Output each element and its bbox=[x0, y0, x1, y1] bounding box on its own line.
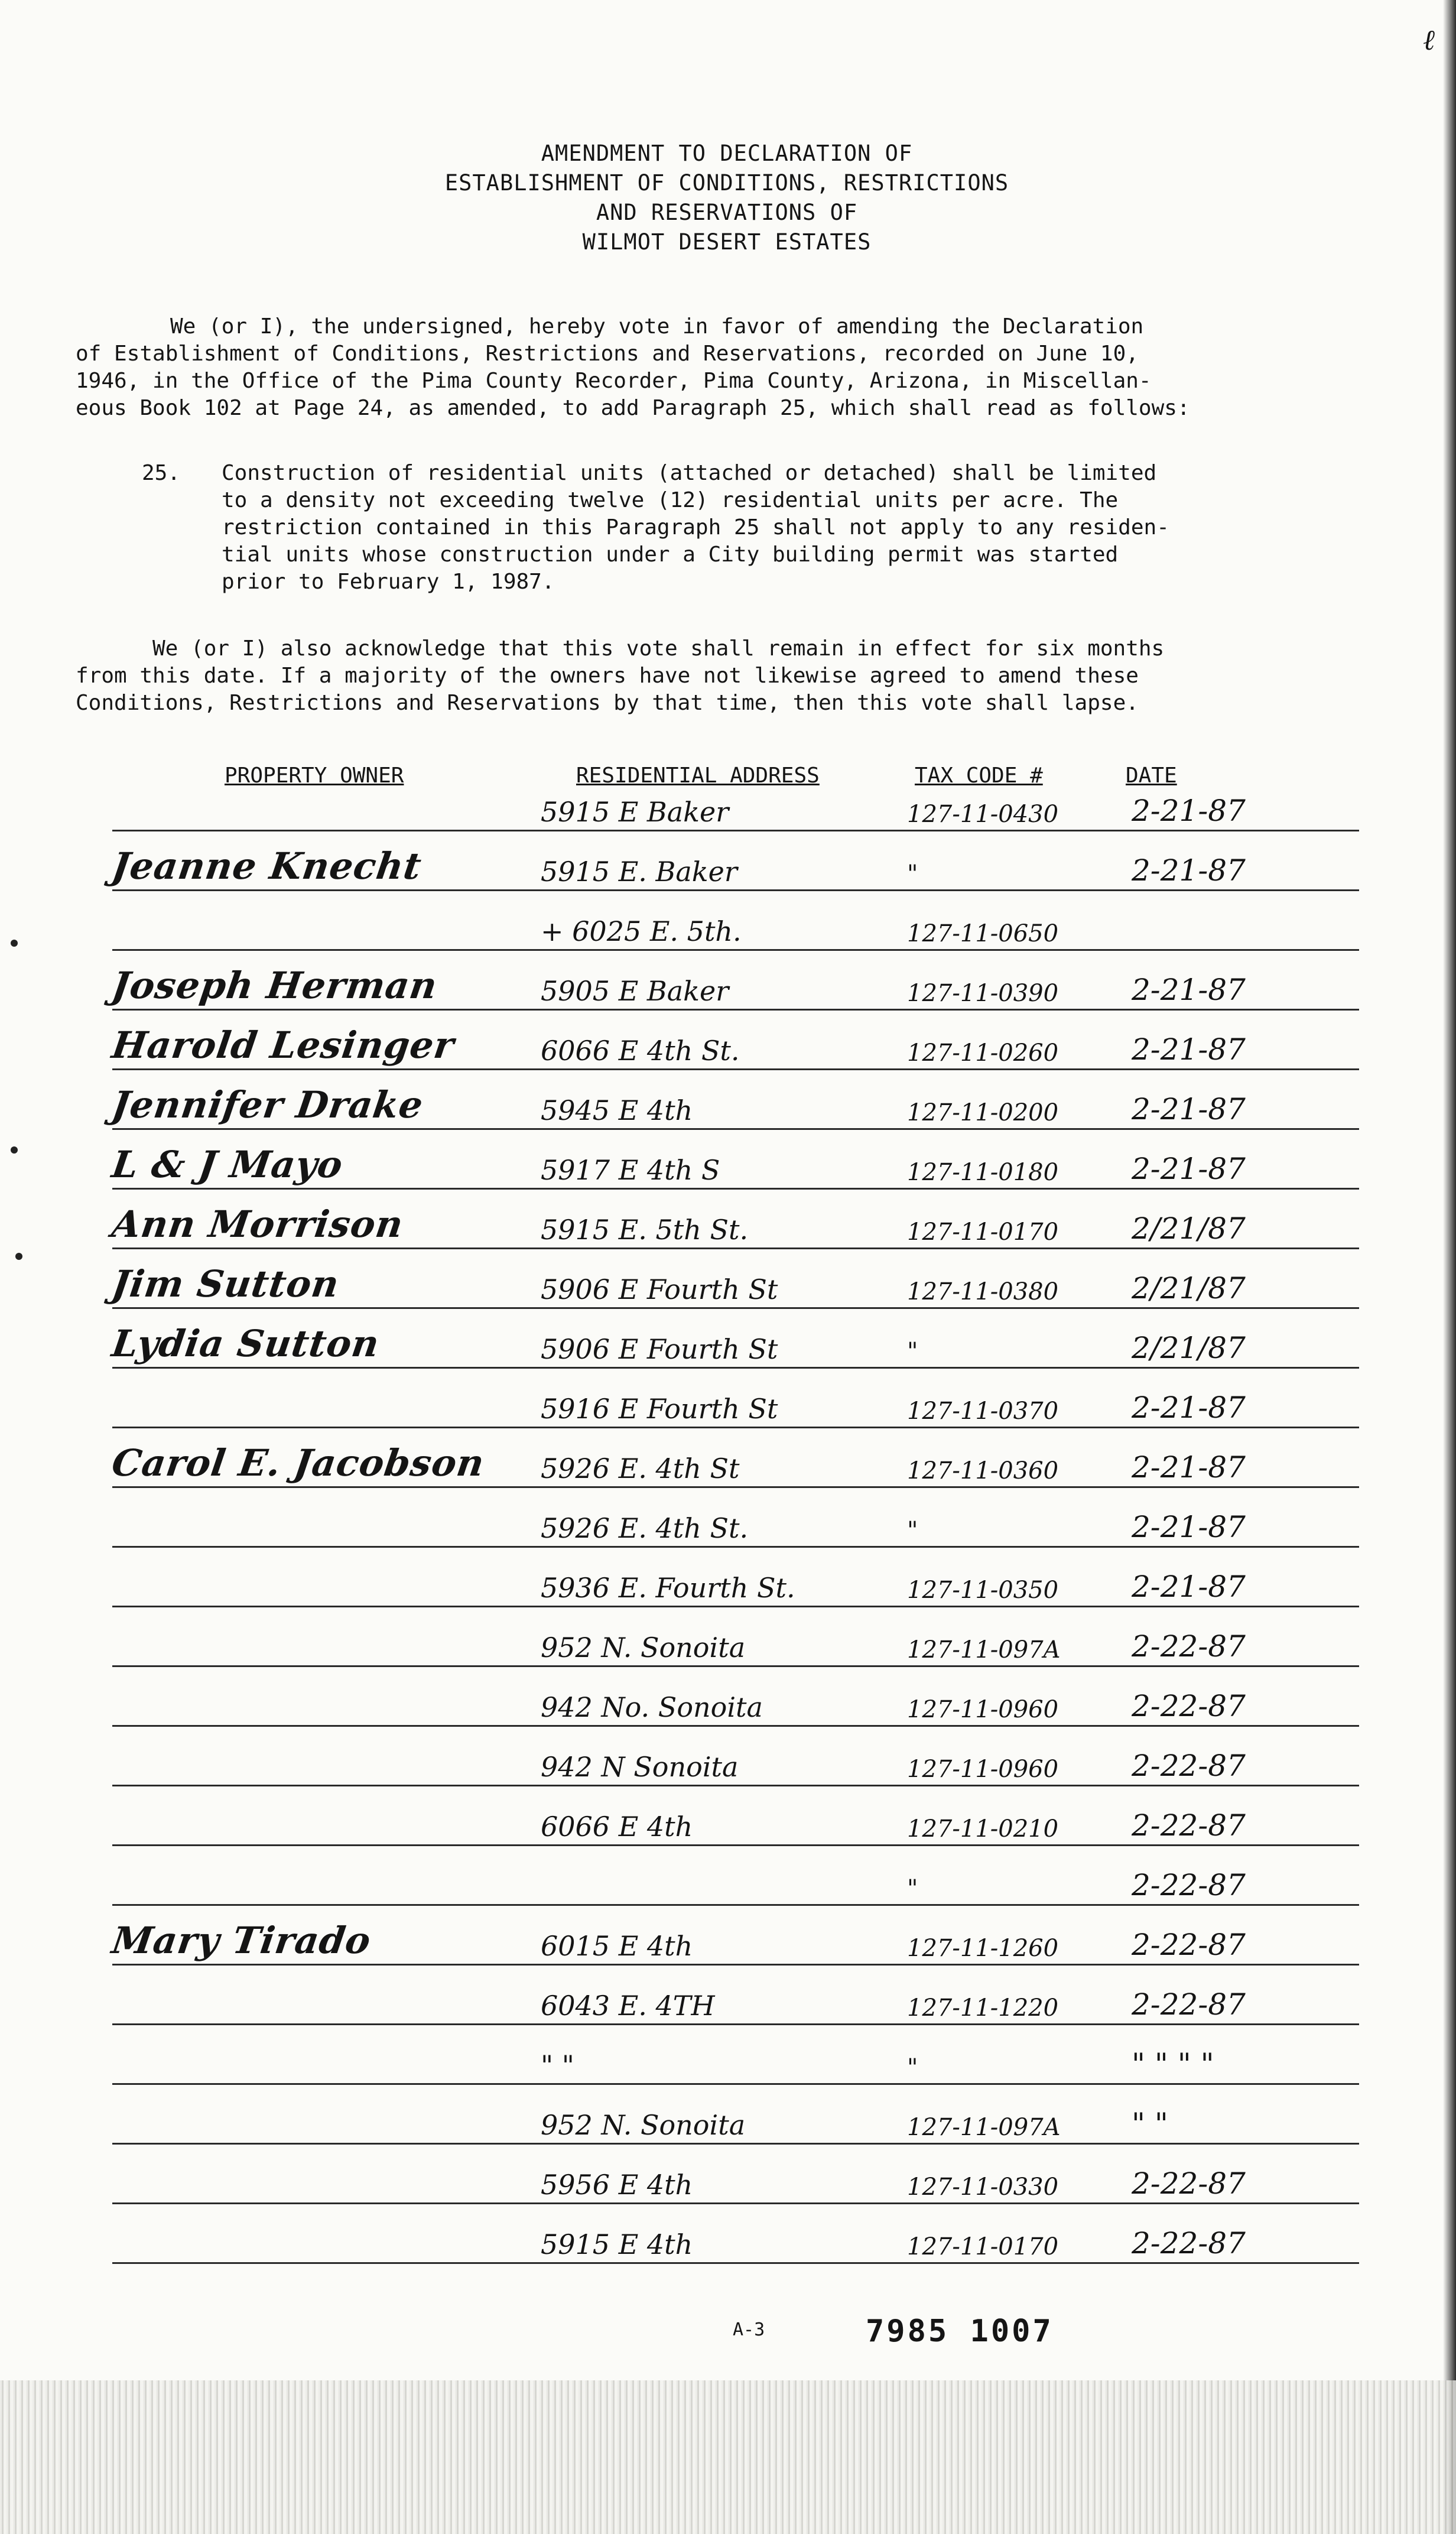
signature-date: 2-21-87 bbox=[1132, 853, 1246, 888]
tax-code: 127-11-0650 bbox=[907, 920, 1059, 947]
signature-date: 2-21-87 bbox=[1132, 794, 1246, 828]
signature-date: 2-21-87 bbox=[1132, 1152, 1246, 1186]
residential-address: 952 N. Sonoita bbox=[541, 2109, 746, 2141]
margin-mark bbox=[11, 940, 18, 947]
table-row bbox=[89, 1143, 1377, 1194]
signature-line bbox=[112, 1009, 1359, 1011]
residential-address: + 6025 E. 5th. bbox=[541, 915, 742, 947]
residential-address: 6043 E. 4TH bbox=[541, 1990, 715, 2022]
corner-mark: ℓ bbox=[1423, 24, 1435, 57]
signature-line bbox=[112, 1307, 1359, 1309]
residential-address: 942 No. Sonoita bbox=[541, 1691, 763, 1723]
tax-code: 127-11-0380 bbox=[907, 1278, 1059, 1305]
table-row bbox=[89, 914, 1377, 956]
table-row bbox=[89, 1441, 1377, 1493]
clause-line: to a density not exceeding twelve (12) residential units per acre. The bbox=[222, 488, 1119, 512]
clause-body bbox=[222, 460, 1169, 596]
signature-line bbox=[112, 1068, 1359, 1070]
table-row bbox=[89, 1024, 1377, 1075]
residential-address: 5915 E 4th bbox=[541, 2228, 693, 2260]
signature-line bbox=[112, 2083, 1359, 2085]
residential-address: 5936 E. Fourth St. bbox=[541, 1572, 795, 1604]
owner-signature: Jim Sutton bbox=[109, 1262, 342, 1305]
signature-date: 2-22-87 bbox=[1132, 1629, 1246, 1664]
tax-code: " bbox=[907, 860, 918, 888]
clause-number: 25. bbox=[142, 461, 181, 485]
table-row bbox=[89, 1919, 1377, 1970]
signature-line bbox=[112, 949, 1359, 951]
tax-code: 127-11-0170 bbox=[907, 2233, 1059, 2260]
document-title bbox=[331, 139, 1123, 257]
table-row bbox=[89, 2168, 1377, 2209]
residential-address: 5945 E 4th bbox=[541, 1094, 693, 1126]
tax-code: 127-11-0960 bbox=[907, 1756, 1059, 1783]
signature-line bbox=[112, 1247, 1359, 1249]
residential-address: 6066 E 4th St. bbox=[541, 1035, 740, 1067]
table-row bbox=[89, 2227, 1377, 2269]
signature-date: 2-21-87 bbox=[1132, 1092, 1246, 1126]
tax-code: 127-11-097A bbox=[907, 1636, 1061, 1664]
table-row bbox=[89, 2108, 1377, 2149]
table-row bbox=[89, 1989, 1377, 2030]
signature-line bbox=[112, 1844, 1359, 1846]
scan-edge bbox=[1443, 0, 1456, 2534]
column-header-tax-code: TAX CODE # bbox=[915, 764, 1043, 788]
tax-code: 127-11-0360 bbox=[907, 1457, 1059, 1484]
signature-line bbox=[112, 1427, 1359, 1428]
tax-code: 127-11-0180 bbox=[907, 1159, 1059, 1186]
table-row bbox=[89, 1630, 1377, 1672]
signature-line bbox=[112, 2202, 1359, 2204]
signature-date: 2-22-87 bbox=[1132, 1749, 1246, 1783]
table-row bbox=[89, 1750, 1377, 1791]
tax-code: 127-11-097A bbox=[907, 2114, 1061, 2141]
clause-line: Construction of residential units (attached or detached) shall be limited bbox=[222, 461, 1157, 485]
title-line: AND RESERVATIONS OF bbox=[596, 200, 858, 225]
tax-code: 127-11-0390 bbox=[907, 980, 1059, 1007]
tax-code: 127-11-0260 bbox=[907, 1039, 1059, 1067]
residential-address: 5915 E Baker bbox=[541, 796, 729, 828]
signature-line bbox=[112, 830, 1359, 831]
signature-line bbox=[112, 1367, 1359, 1369]
table-row bbox=[89, 795, 1377, 836]
owner-signature: Harold Lesinger bbox=[109, 1024, 457, 1067]
table-row bbox=[89, 1869, 1377, 1911]
signature-line bbox=[112, 1486, 1359, 1488]
signature-line bbox=[112, 1665, 1359, 1667]
owner-signature: Joseph Herman bbox=[109, 964, 440, 1007]
table-row bbox=[89, 1511, 1377, 1552]
column-header-address: RESIDENTIAL ADDRESS bbox=[576, 764, 820, 788]
residential-address: 5917 E 4th S bbox=[541, 1154, 720, 1186]
signature-date: 2-22-87 bbox=[1132, 1868, 1246, 1902]
signature-date: 2-22-87 bbox=[1132, 1689, 1246, 1723]
acknowledgement-paragraph bbox=[76, 635, 1322, 717]
signature-date: 2-22-87 bbox=[1132, 2166, 1246, 2201]
table-row bbox=[89, 1203, 1377, 1254]
tax-code: 127-11-0330 bbox=[907, 2174, 1059, 2201]
owner-signature: Ann Morrison bbox=[109, 1203, 407, 1246]
tax-code: 127-11-0210 bbox=[907, 1815, 1059, 1843]
signature-date: 2/21/87 bbox=[1132, 1211, 1246, 1246]
table-row bbox=[89, 1809, 1377, 1851]
owner-signature: Jeanne Knecht bbox=[109, 844, 425, 888]
table-row bbox=[89, 1262, 1377, 1314]
residential-address: 5956 E 4th bbox=[541, 2169, 693, 2201]
signature-line bbox=[112, 1785, 1359, 1786]
signature-line bbox=[112, 1964, 1359, 1966]
signature-line bbox=[112, 1188, 1359, 1190]
margin-mark bbox=[11, 1146, 18, 1154]
signature-line bbox=[112, 1128, 1359, 1130]
tax-code: " bbox=[907, 2054, 918, 2081]
owner-signature: Lydia Sutton bbox=[109, 1322, 382, 1365]
column-header-owner: PROPERTY OWNER bbox=[225, 764, 404, 788]
paragraph-line: We (or I), the undersigned, hereby vote in favor of amending the Declaration bbox=[170, 314, 1144, 339]
tax-code: 127-11-0350 bbox=[907, 1577, 1059, 1604]
table-row bbox=[89, 964, 1377, 1015]
tax-code: " bbox=[907, 1517, 918, 1544]
residential-address: 5926 E. 4th St. bbox=[541, 1512, 749, 1544]
residential-address: 952 N. Sonoita bbox=[541, 1632, 746, 1664]
signature-date: 2-21-87 bbox=[1132, 1391, 1246, 1425]
tax-code: 127-11-0170 bbox=[907, 1219, 1059, 1246]
paragraph-line: of Establishment of Conditions, Restrictions and Reservations, recorded on June 10, bbox=[76, 342, 1139, 366]
signature-line bbox=[112, 1904, 1359, 1906]
residential-address: 6066 E 4th bbox=[541, 1811, 693, 1843]
residential-address: 5915 E. 5th St. bbox=[541, 1214, 749, 1246]
intro-paragraph bbox=[76, 313, 1322, 422]
signature-date: 2-22-87 bbox=[1132, 1808, 1246, 1843]
residential-address: 942 N Sonoita bbox=[541, 1751, 739, 1783]
scan-noise bbox=[0, 2380, 1456, 2534]
residential-address: 5906 E Fourth St bbox=[541, 1333, 778, 1365]
signature-line bbox=[112, 2143, 1359, 2145]
residential-address: 5906 E Fourth St bbox=[541, 1274, 778, 1305]
signature-date: " " " " bbox=[1132, 2047, 1214, 2081]
signature-date: 2-22-87 bbox=[1132, 1928, 1246, 1962]
signature-date: 2-21-87 bbox=[1132, 1510, 1246, 1544]
clause-line: restriction contained in this Paragraph 25 shall not apply to any residen- bbox=[222, 515, 1169, 540]
paragraph-line: We (or I) also acknowledge that this vote shall remain in effect for six months bbox=[152, 636, 1165, 661]
signature-date: 2-21-87 bbox=[1132, 973, 1246, 1007]
clause-line: prior to February 1, 1987. bbox=[222, 570, 555, 594]
owner-signature: Carol E. Jacobson bbox=[109, 1441, 488, 1484]
title-line: AMENDMENT TO DECLARATION OF bbox=[541, 141, 913, 166]
signature-date: 2/21/87 bbox=[1132, 1331, 1246, 1365]
tax-code: 127-11-0200 bbox=[907, 1099, 1059, 1126]
residential-address: " " bbox=[541, 2049, 574, 2081]
recording-stamp: 7985 1007 bbox=[866, 2314, 1054, 2349]
tax-code: " bbox=[907, 1338, 918, 1365]
page-label: A-3 bbox=[733, 2319, 765, 2340]
signature-line bbox=[112, 889, 1359, 891]
residential-address: 5915 E. Baker bbox=[541, 856, 737, 888]
tax-code: 127-11-0430 bbox=[907, 801, 1059, 828]
margin-mark bbox=[15, 1253, 22, 1260]
residential-address: 5905 E Baker bbox=[541, 975, 729, 1007]
residential-address: 5926 E. 4th St bbox=[541, 1453, 740, 1484]
owner-signature: Jennifer Drake bbox=[109, 1083, 427, 1126]
table-row bbox=[89, 2048, 1377, 2090]
table-row bbox=[89, 1083, 1377, 1135]
tax-code: 127-11-0370 bbox=[907, 1398, 1059, 1425]
signature-date: 2-22-87 bbox=[1132, 1987, 1246, 2022]
tax-code: 127-11-1260 bbox=[907, 1935, 1059, 1962]
signature-line bbox=[112, 2023, 1359, 2025]
residential-address: 6015 E 4th bbox=[541, 1930, 693, 1962]
signature-date: " " bbox=[1132, 2107, 1168, 2141]
tax-code: " bbox=[907, 1875, 918, 1902]
signature-date: 2/21/87 bbox=[1132, 1271, 1246, 1305]
signature-line bbox=[112, 2262, 1359, 2264]
signature-line bbox=[112, 1725, 1359, 1727]
signature-line bbox=[112, 1546, 1359, 1548]
tax-code: 127-11-0960 bbox=[907, 1696, 1059, 1723]
table-row bbox=[89, 1690, 1377, 1731]
signature-line bbox=[112, 1606, 1359, 1607]
paragraph-line: from this date. If a majority of the owners have not likewise agreed to amend these bbox=[76, 664, 1139, 688]
clause-line: tial units whose construction under a City building permit was started bbox=[222, 542, 1119, 567]
owner-signature: L & J Mayo bbox=[109, 1143, 346, 1186]
table-row bbox=[89, 1571, 1377, 1612]
table-row bbox=[89, 1322, 1377, 1373]
paragraph-line: Conditions, Restrictions and Reservations by that time, then this vote shall lapse. bbox=[76, 691, 1139, 715]
signature-date: 2-21-87 bbox=[1132, 1032, 1246, 1067]
column-header-date: DATE bbox=[1126, 764, 1177, 788]
signature-date: 2-21-87 bbox=[1132, 1450, 1246, 1484]
signature-date: 2-21-87 bbox=[1132, 1570, 1246, 1604]
signature-date: 2-22-87 bbox=[1132, 2226, 1246, 2260]
paragraph-line: 1946, in the Office of the Pima County Recorder, Pima County, Arizona, in Miscellan- bbox=[76, 369, 1152, 393]
tax-code: 127-11-1220 bbox=[907, 1994, 1059, 2022]
title-line: WILMOT DESERT ESTATES bbox=[582, 229, 872, 255]
table-row bbox=[89, 1392, 1377, 1433]
table-row bbox=[89, 844, 1377, 896]
title-line: ESTABLISHMENT OF CONDITIONS, RESTRICTIONS bbox=[444, 170, 1009, 196]
owner-signature: Mary Tirado bbox=[109, 1919, 374, 1962]
residential-address: 5916 E Fourth St bbox=[541, 1393, 778, 1425]
paragraph-line: eous Book 102 at Page 24, as amended, to add Paragraph 25, which shall read as follows: bbox=[76, 396, 1190, 420]
